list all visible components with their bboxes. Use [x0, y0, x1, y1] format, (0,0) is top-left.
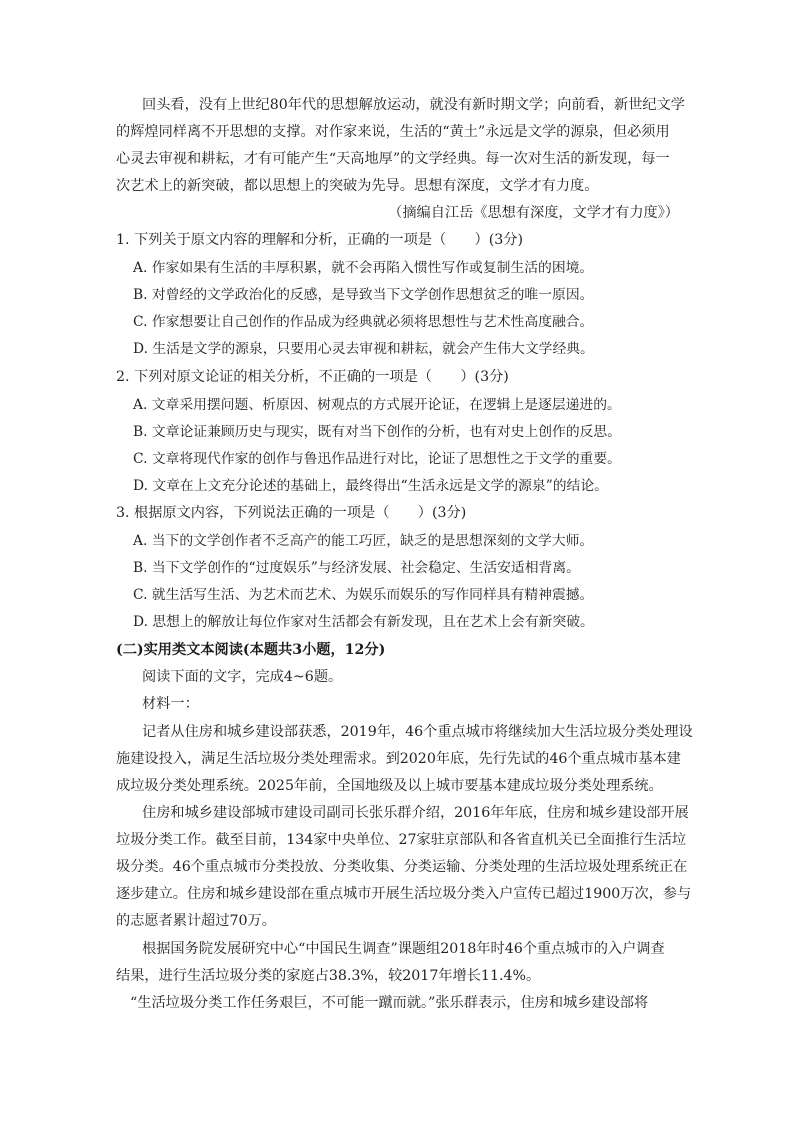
- material-line: 住房和城乡建设部城市建设司副司长张乐群介绍，2016年年底，住房和城乡建设部开展: [142, 805, 689, 821]
- question-option: A. 当下的文学创作者不乏高产的能工巧匠，缺乏的是思想深刻的文学大师。: [133, 533, 594, 549]
- material-line: 垃圾分类工作。截至目前，134家中央单位、27家驻京部队和各省直机关已全面推行生活垃: [116, 832, 687, 848]
- question-stem: 2. 下列对原文论证的相关分析，不正确的一项是（ ）(3分): [116, 369, 509, 385]
- material-line: 施建设投入，满足生活垃圾分类处理需求。到2020年底，先行先试的46个重点城市基本建: [116, 751, 681, 767]
- material-line: 结果，进行生活垃圾分类的家庭占38.3%，较2017年增长11.4%。: [116, 968, 541, 984]
- material-label: 材料一：: [142, 696, 199, 712]
- material-line: 记者从住房和城乡建设部获悉，2019年，46个重点城市将继续加大生活垃圾分类处理设: [142, 724, 693, 740]
- question-option: A. 作家如果有生活的丰厚积累，就不会再陷入惯性写作或复制生活的困境。: [133, 260, 594, 276]
- question-option: C. 就生活写生活、为艺术而艺术、为娱乐而娱乐的写作同样具有精神震撼。: [133, 587, 594, 603]
- material-line: 成垃圾分类处理系统。2025年前，全国地级及以上城市要基本建成垃圾分类处理系统。: [116, 778, 663, 794]
- question-option: B. 文章论证兼顾历史与现实，既有对当下创作的分析，也有对史上创作的反思。: [133, 424, 622, 440]
- question-option: D. 文章在上文充分论述的基础上，最终得出“生活永远是文学的源泉”的结论。: [133, 478, 608, 494]
- question-stem: 1. 下列关于原文内容的理解和分析，正确的一项是（ ）(3分): [116, 232, 524, 248]
- passage-line: 回头看，没有上世纪80年代的思想解放运动，就没有新时期文学；向前看，新世纪文学: [142, 97, 685, 113]
- question-option: D. 思想上的解放让每位作家对生活都会有新发现，且在艺术上会有新突破。: [133, 614, 594, 630]
- question-option: B. 当下文学创作的“过度娱乐”与经济发展、社会稳定、生活安适相背离。: [133, 560, 580, 576]
- material-line: 的志愿者累计超过70万。: [116, 913, 276, 929]
- instruction-text: 阅读下面的文字，完成4~6题。: [142, 669, 343, 685]
- question-option: A. 文章采用摆问题、析原因、树观点的方式展开论证，在逻辑上是逐层递进的。: [133, 397, 621, 413]
- source-citation: （摘编自江岳《思想有深度，文学才有力度》）: [388, 205, 679, 221]
- question-option: D. 生活是文学的源泉，只要用心灵去审视和耕耘，就会产生伟大文学经典。: [133, 341, 594, 357]
- material-line: “生活垃圾分类工作任务艰巨，不可能一蹴而就。”张乐群表示，住房和城乡建设部将: [130, 995, 649, 1011]
- material-line: 根据国务院发展研究中心“中国民生调查”课题组2018年时46个重点城市的入户调查: [142, 941, 665, 957]
- passage-line: 心灵去审视和耕耘，才有可能产生“天高地厚”的文学经典。每一次对生活的新发现，每一: [116, 151, 670, 167]
- material-line: 圾分类。46个重点城市分类投放、分类收集、分类运输、分类处理的生活垃圾处理系统正在: [116, 859, 688, 875]
- question-option: B. 对曾经的文学政治化的反感，是导致当下文学创作思想贫乏的唯一原因。: [133, 287, 594, 303]
- question-option: C. 文章将现代作家的创作与鲁迅作品进行对比，论证了思想性之于文学的重要。: [133, 451, 621, 467]
- question-stem: 3. 根据原文内容，下列说法正确的一项是（ ）(3分): [116, 505, 467, 521]
- section-heading: (二)实用类文本阅读(本题共3小题，12分): [116, 642, 386, 658]
- question-option: C. 作家想要让自己创作的作品成为经典就必须将思想性与艺术性高度融合。: [133, 314, 594, 330]
- material-line: 逐步建立。住房和城乡建设部在重点城市开展生活垃圾分类入户宣传已超过1900万次，参与: [116, 886, 692, 902]
- passage-line: 的辉煌同样离不开思想的支撑。对作家来说，生活的“黄土”永远是文学的源泉，但必须用: [116, 124, 670, 140]
- passage-line: 次艺术上的新突破，都以思想上的突破为先导。思想有深度，文学才有力度。: [116, 178, 599, 194]
